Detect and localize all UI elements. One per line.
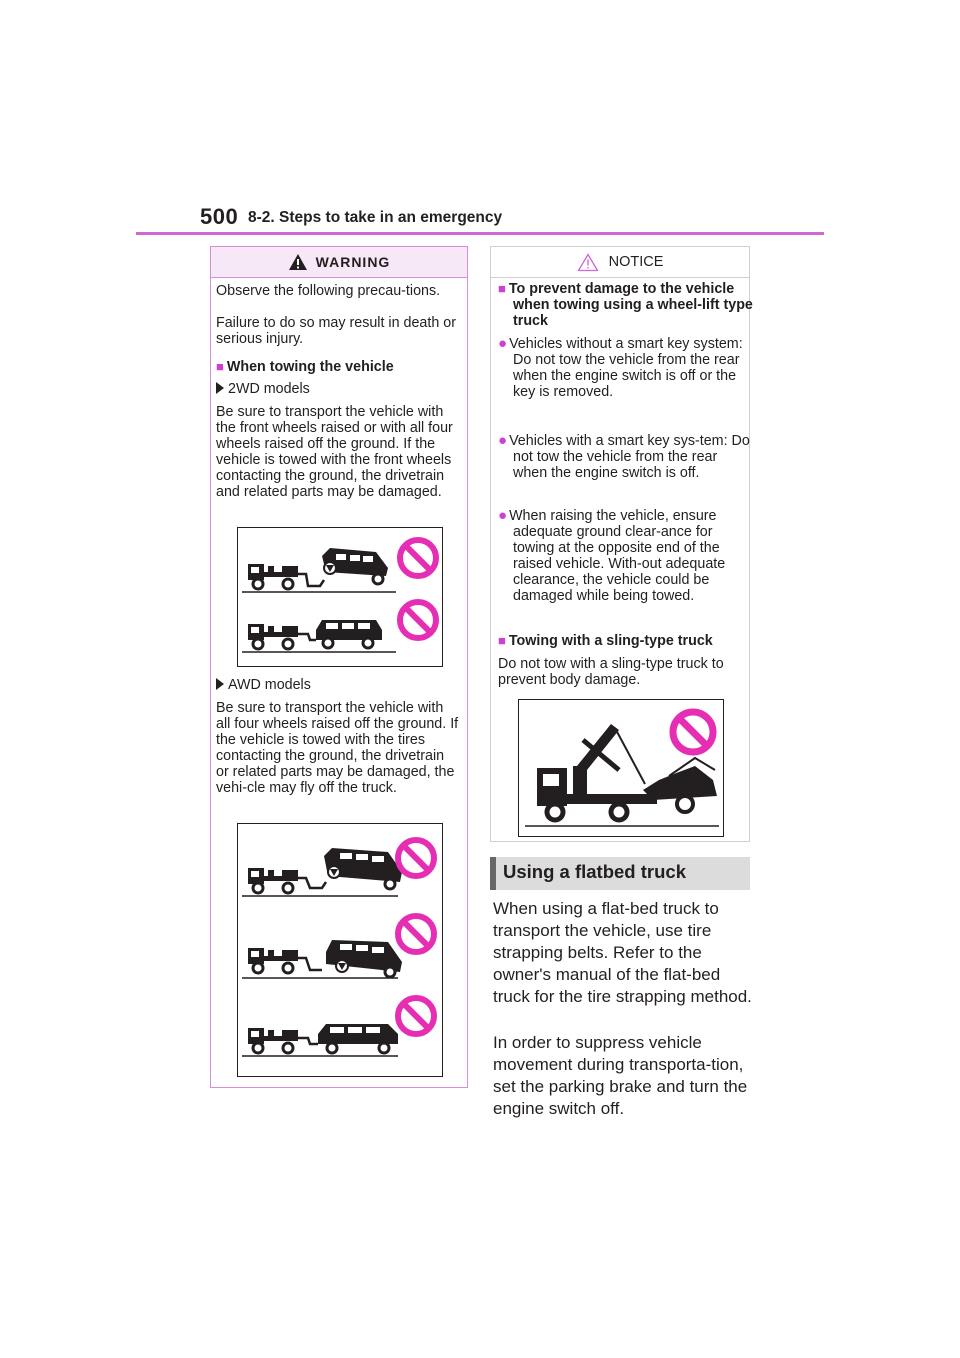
prohibition-icon: [398, 840, 434, 876]
arrow-bullet-icon: [216, 678, 224, 690]
notice-text-2: Do not tow with a sling-type truck to prevent body damage.: [498, 656, 724, 688]
figure-sling-towing: [518, 699, 724, 837]
tow-truck-icon: [242, 620, 396, 652]
notice-bullet-3: [498, 508, 753, 604]
notice-bullet-2-text: Vehicles with a smart key sys-tem: Do not tow the vehicle from the rear when the engine switch is off.: [509, 433, 750, 481]
tow-truck-icon: [242, 940, 402, 978]
warning-title: WARNING: [315, 254, 391, 270]
tow-truck-icon: [242, 1024, 398, 1056]
warning-intro: Observe the following precau-tions.: [216, 283, 441, 299]
model-awd-label: AWD models: [228, 677, 311, 693]
notice-bullet-2: [498, 433, 753, 481]
square-bullet-icon: ■: [216, 359, 224, 374]
warning-triangle-icon: [288, 253, 308, 271]
arrow-bullet-icon: [216, 382, 224, 394]
prohibition-icon: [400, 602, 436, 638]
figure-awd-towing: [237, 823, 443, 1077]
notice-box: [490, 246, 753, 842]
circle-bullet-icon: ●: [498, 335, 508, 352]
flatbed-paragraph-1: When using a flat-bed truck to transport the vehicle, use tire strapping belts. Refer to the owner's manual of the flat-bed truck for the tire strapping method.: [493, 899, 752, 1006]
circle-bullet-icon: ●: [498, 432, 508, 449]
warning-header: [211, 247, 467, 278]
warning-subhead-text: When towing the vehicle: [226, 359, 394, 375]
warning-box: [210, 246, 468, 1088]
notice-subhead-2: [498, 633, 738, 649]
header-divider: [136, 232, 824, 235]
square-bullet-icon: ■: [498, 281, 506, 296]
notice-subhead-1-text: To prevent damage to the vehicle when towing using a wheel-lift type truck: [508, 281, 753, 329]
tow-truck-icon: [525, 724, 719, 826]
prohibition-icon: [673, 712, 713, 752]
page-number: 500: [200, 204, 239, 229]
section-heading: Using a flatbed truck: [503, 861, 686, 882]
notice-title: NOTICE: [608, 254, 664, 270]
warning-subhead: [216, 359, 460, 375]
tow-truck-icon: [242, 548, 396, 592]
tow-truck-icon: [242, 848, 402, 896]
warning-text-2wd: Be sure to transport the vehicle with the front wheels raised or with all four wheels raised off the ground. If the vehicle is towed with the front wheels contacting the ground, the drivetrain and related parts may be damaged.: [216, 404, 453, 500]
prohibition-icon: [400, 540, 436, 576]
figure-2wd-towing: [237, 527, 443, 667]
notice-triangle-icon: [577, 253, 599, 272]
notice-subhead-1: [498, 281, 753, 329]
square-bullet-icon: ■: [498, 633, 506, 648]
model-awd: [216, 677, 460, 693]
model-2wd-label: 2WD models: [228, 381, 310, 397]
prohibition-icon: [398, 916, 434, 952]
notice-header: [491, 247, 749, 278]
model-2wd: [216, 381, 460, 397]
running-header: 8-2. Steps to take in an emergency: [248, 209, 503, 226]
warning-text-awd: Be sure to transport the vehicle with all four wheels raised off the ground. If the vehicle is towed with the tires contacting the ground, the drivetrain or related parts may be damaged, the vehi-cle may fly off the truck.: [216, 700, 459, 796]
notice-bullet-1: [498, 336, 753, 400]
flatbed-paragraph-2: In order to suppress vehicle movement during transporta-tion, set the parking brake and turn the engine switch off.: [493, 1033, 748, 1118]
notice-bullet-1-text: Vehicles without a smart key system: Do not tow the vehicle from the rear when the engine switch is off or the key is removed.: [509, 336, 743, 400]
warning-intro-2: Failure to do so may result in death or serious injury.: [216, 315, 456, 347]
circle-bullet-icon: ●: [498, 507, 508, 524]
notice-subhead-2-text: Towing with a sling-type truck: [508, 633, 713, 649]
notice-bullet-3-text: When raising the vehicle, ensure adequate ground clear-ance for towing at the opposite end of the raised vehicle. With-out adequate clearance, the vehicle could be damaged while being towed.: [509, 508, 726, 604]
prohibition-icon: [398, 998, 434, 1034]
